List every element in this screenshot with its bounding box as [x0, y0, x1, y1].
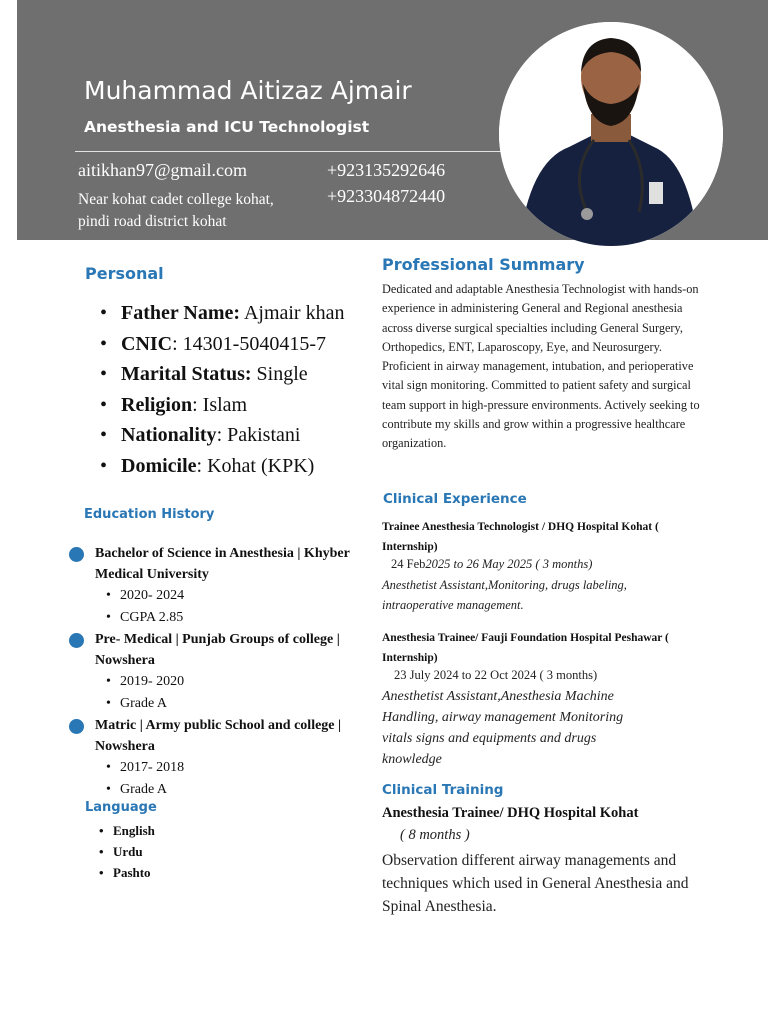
education-details-2: [106, 671, 184, 714]
experience-title: Clinical Experience: [383, 491, 527, 507]
education-detail: • 2017- 2018: [106, 757, 184, 779]
address-line-1: Near kohat cadet college kohat,: [78, 191, 274, 208]
language-item: • Pashto: [99, 862, 155, 883]
language-item: • English: [99, 820, 155, 841]
personal-list: [100, 298, 344, 482]
summary-text: Dedicated and adaptable Anesthesia Technologist with hands-on experience in administering General and Regional anesthesia across diverse surgical specialties including General Surgery, Orthopedics, ENT, Laparoscopy, Eye, and Neurosurgery. Proficient in airway management, intubation, and perioperative vital sign monitoring. Committed to patient safety and surgical team support in high-pressure environments. Actively seeking to contribute my skills and grow within a progressive healthcare organization.: [382, 282, 700, 451]
education-detail: • Grade A: [106, 693, 184, 715]
education-bullet-2: [69, 633, 84, 648]
personal-item-cnic: • CNIC: 14301-5040415-7: [100, 329, 344, 360]
job-title-2: Anesthesia Trainee/ Fauji Foundation Hospital Peshawar ( Internship): [382, 632, 669, 664]
job-title-1: Trainee Anesthesia Technologist / DHQ Hospital Kohat ( Internship): [382, 521, 659, 553]
training-desc: Observation different airway managements and techniques which used in General Anesthesia and Spinal Anesthesia.: [382, 852, 689, 915]
education-detail: • Grade A: [106, 779, 184, 801]
education-bullet-3: [69, 719, 84, 734]
education-heading-3: Matric | Army public School and college | Nowshera: [95, 718, 342, 754]
training-title: Clinical Training: [382, 782, 504, 798]
education-detail: • 2020- 2024: [106, 585, 184, 607]
job-desc-2: Anesthetist Assistant,Anesthesia Machine Handling, airway management Monitoring vitals signs and equipments and drugs knowledge: [382, 689, 624, 767]
personal-item-father: • Father Name: Ajmair khan: [100, 298, 344, 329]
language-item: • Urdu: [99, 841, 155, 862]
candidate-role: Anesthesia and ICU Technologist: [84, 118, 370, 136]
header-divider: [75, 151, 505, 152]
training-duration: ( 8 months ): [400, 827, 470, 843]
job-desc-1: Anesthetist Assistant,Monitoring, drugs labeling, intraoperative management.: [382, 578, 627, 612]
personal-title: Personal: [85, 264, 164, 283]
job-dates-1: 24 Feb2025 to 26 May 2025 ( 3 months): [391, 557, 593, 571]
language-list: [99, 820, 155, 883]
email-text: aitikhan97@gmail.com: [78, 160, 248, 180]
education-bullet-1: [69, 547, 84, 562]
personal-item-marital: • Marital Status: Single: [100, 359, 344, 390]
candidate-name: Muhammad Aitizaz Ajmair: [84, 76, 412, 105]
phone-1: +923135292646: [327, 160, 446, 180]
personal-item-domicile: • Domicile: Kohat (KPK): [100, 451, 344, 482]
education-title: Education History: [84, 507, 215, 522]
job-dates-2: 23 July 2024 to 22 Oct 2024 ( 3 months): [394, 668, 598, 682]
education-heading-1: Bachelor of Science in Anesthesia | Khyber Medical University: [95, 546, 350, 582]
personal-item-religion: • Religion: Islam: [100, 390, 344, 421]
education-detail: • CGPA 2.85: [106, 607, 184, 629]
training-heading: Anesthesia Trainee/ DHQ Hospital Kohat: [382, 805, 639, 821]
education-details-3: [106, 757, 184, 800]
education-details-1: [106, 585, 184, 628]
education-heading-2: Pre- Medical | Punjab Groups of college | Nowshera: [95, 632, 340, 668]
personal-item-nationality: • Nationality: Pakistani: [100, 420, 344, 451]
address-line-2: pindi road district kohat: [78, 213, 227, 230]
phone-2: +923304872440: [327, 186, 446, 206]
education-detail: • 2019- 2020: [106, 671, 184, 693]
summary-title: Professional Summary: [382, 255, 585, 274]
language-title: Language: [85, 800, 157, 815]
profile-photo: [499, 22, 723, 246]
